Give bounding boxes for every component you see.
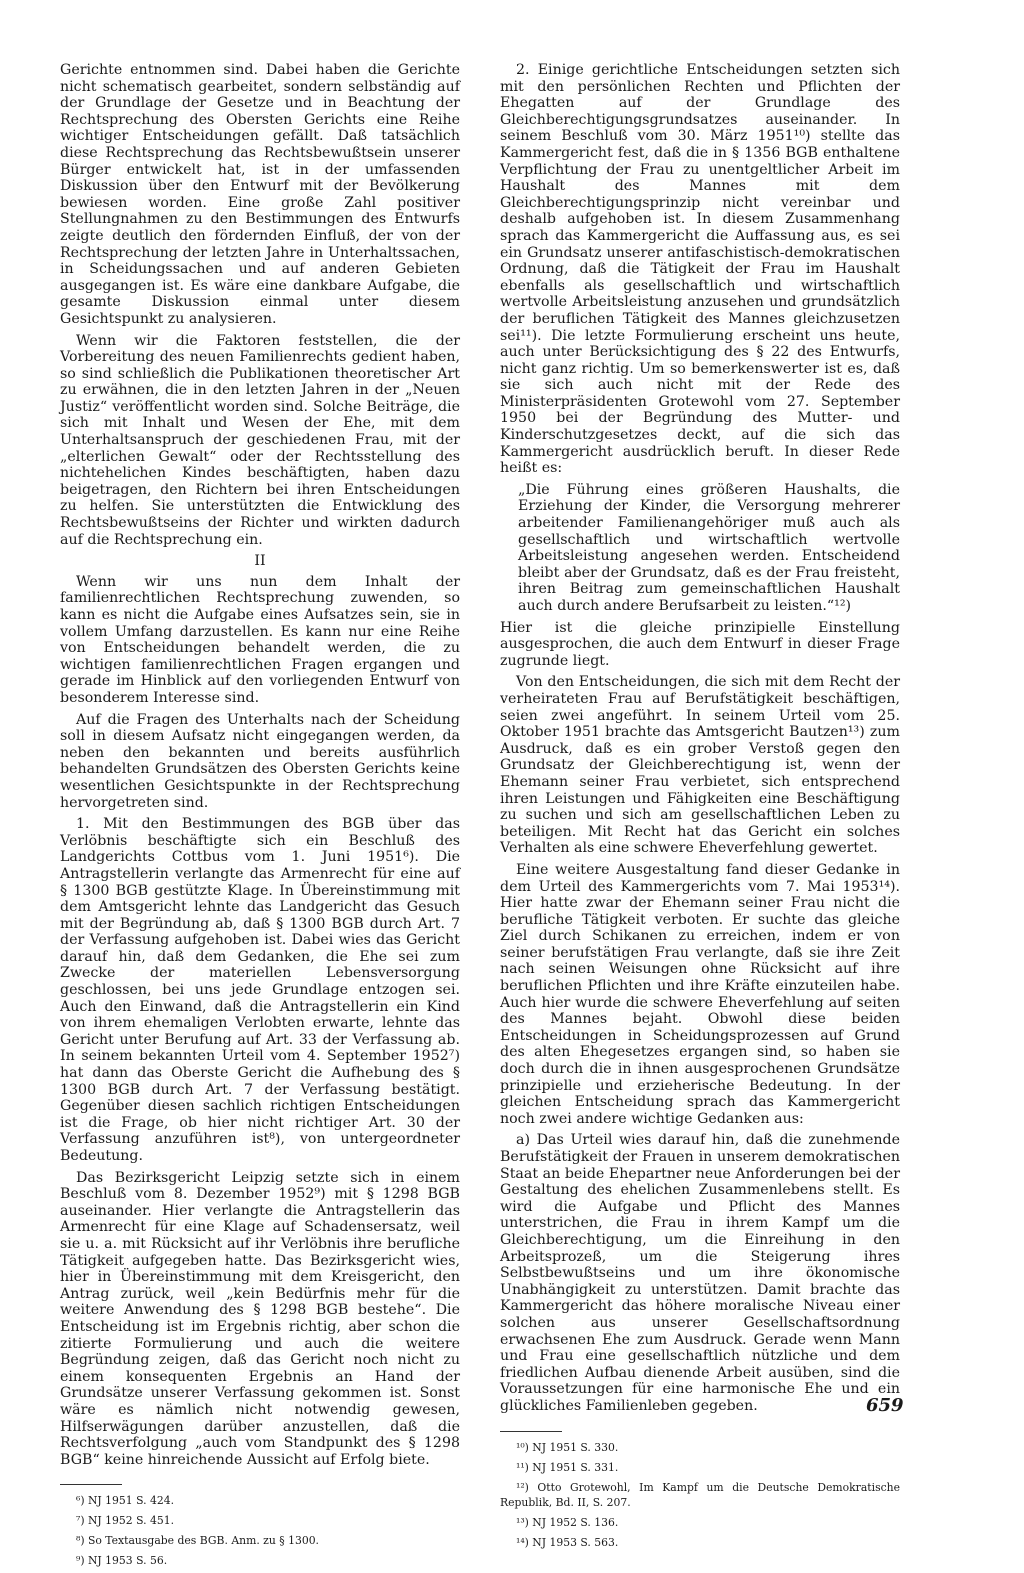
paragraph: Von den Entscheidungen, die sich mit dem Recht der verheirateten Frau auf Berufstätigkeit beschäftigen, seien zwei angeführt. In seinem Urteil vom 25. Oktober 1951 brachte das Amtsgericht Bautzen¹³) zum Ausdruck, daß es ein grober Verstoß gegen den Grundsatz der Gleichberechtigung ist, wenn der Ehemann seiner Frau verbietet, sich entsprechend ihren Leistungen und Fähigkeiten eine Beschäftigung zu suchen und sich am gesellschaftlichen Leben zu beteiligen. Mit Recht hat das Gericht ein solches Verhalten als eine schwere Eheverfehlung gewertet. [500, 674, 900, 857]
footnote: ⁷) NJ 1952 S. 451. [76, 1514, 175, 1528]
page-number: 659 [866, 1395, 904, 1416]
footnote: ⁶) NJ 1951 S. 424. [76, 1494, 175, 1508]
footnote: ¹²) Otto Grotewohl, Im Kampf um die Deutsche Demokratische Republik, Bd. II, S. 207. [500, 1480, 900, 1509]
paragraph: Wenn wir die Faktoren feststellen, die der Vorbereitung des neuen Familienrechts gedient haben, so sind schließlich die Publikationen theoretischer Art zu erwähnen, die in den letzten Jahren in der „Neuen Justiz“ veröffentlicht worden sind. Solche Beiträge, die sich mit Inhalt und Wesen der Ehe, mit dem Unterhaltsanspruch der geschiedenen Frau, mit der „elterlichen Gewalt“ oder der Rechtsstellung des nichtehelichen Kindes beschäftigten, haben dazu beigetragen, den Richtern bei ihren Entscheidungen zu helfen. Sie unterstützten die Entwicklung des Rechtsbewußtseins der Richter und wirkten dadurch auf die Rechtsprechung ein. [60, 332, 460, 548]
footnote: ¹¹) NJ 1951 S. 331. [516, 1460, 619, 1474]
paragraph: Gerichte entnommen sind. Dabei haben die Gerichte nicht schematisch gearbeitet, sondern selbständig auf der Grundlage der Gesetze und in Beachtung der Rechtsprechung des Obersten Gerichts eine Reihe wichtiger Entscheidungen gefällt. Daß tatsächlich diese Rechtsprechung das Rechtsbewußtsein unserer Bürger entwickelt hat, ist in der umfassenden Diskussion über den Entwurf mit der Bevölkerung bewiesen worden. Eine große Zahl positiver Stellungnahmen zu den Bestimmungen des Entwurfs zeigte deutlich den fördernden Einfluß, der von der Rechtsprechung der letzten Jahre in Unterhaltssachen, in Scheidungssachen und auf anderen Gebieten ausgegangen ist. Es wäre eine dankbare Aufgabe, die gesamte Diskussion einmal unter diesem Gesichtspunkt zu analysieren. [60, 62, 460, 327]
paragraph: Eine weitere Ausgestaltung fand dieser Gedanke in dem Urteil des Kammergerichts vom 7. Mai 1953¹⁴). Hier hatte zwar der Ehemann seiner Frau nicht die berufliche Tätigkeit verboten. Er suchte das gleiche Ziel durch Schikanen zu erreichen, indem er von seiner berufstätigen Frau verlangte, daß sie ihre Zeit nach seinen Weisungen ohne Rücksicht auf ihre beruflichen Pflichten und ihre Kräfte einzuteilen habe. Auch hier wurde die schwere Eheverfehlung auf seiten des Mannes bejaht. Obwohl diese beiden Entscheidungen in Scheidungsprozessen auf Grund des alten Ehegesetzes ergangen sind, so haben sie doch durch die in ihnen ausgesprochenen Grundsätze prinzipielle und erzieherische Bedeutung. In der gleichen Entscheidung sprach das Kammergericht noch zwei andere wichtige Gedanken aus: [500, 861, 900, 1127]
footnote: ¹³) NJ 1952 S. 136. [516, 1515, 619, 1529]
footnote: ¹⁴) NJ 1953 S. 563. [516, 1535, 619, 1549]
paragraph: Auf die Fragen des Unterhalts nach der Scheidung soll in diesem Aufsatz nicht eingegangen werden, da neben den bekannten und bereits ausführlich behandelten Grundsätzen des Obersten Gerichts keine wesentlichen Gesichtspunkte in der Rechtsprechung hervorgetreten sind. [60, 711, 460, 811]
block-quote: „Die Führung eines größeren Haushalts, die Erziehung der Kinder, die Versorgung mehrerer arbeitender Familienangehöriger muß auch als gesellschaftlich und wirtschaftlich wertvolle Arbeitsleistung angesehen werden. Entscheidend bleibt aber der Grundsatz, daß es der Frau freisteht, ihren Beitrag zum gemeinschaftlichen Haushalt auch durch andere Berufsarbeit zu leisten.“¹²) [518, 481, 900, 614]
right-column [500, 62, 900, 1555]
footnote: ¹⁰) NJ 1951 S. 330. [516, 1440, 619, 1454]
left-column [60, 62, 460, 1573]
footnote: ⁸) So Textausgabe des BGB. Anm. zu § 1300. [76, 1534, 319, 1548]
section-heading: II [254, 553, 266, 570]
paragraph: 1. Mit den Bestimmungen des BGB über das Verlöbnis beschäftigte sich ein Beschluß des Landgerichts Cottbus vom 1. Juni 1951⁶). Die Antragstellerin verlangte das Armenrecht für eine auf § 1300 BGB gestützte Klage. In Übereinstimmung mit dem Amtsgericht lehnte das Landgericht das Gesuch mit der Begründung ab, daß § 1300 BGB durch Art. 7 der Verfassung aufgehoben ist. Dabei wies das Gericht darauf hin, daß dem Gedanken, die Ehe sei zum Zwecke der materiellen Lebensversorgung geschlossen, bei uns jede Grundlage entzogen sei. Auch den Einwand, daß die Antragstellerin ein Kind von ihrem ehemaligen Verlobten erwarte, lehnte das Gericht unter Berufung auf Art. 33 der Verfassung ab. In seinem bekannten Urteil vom 4. September 1952⁷) hat dann das Oberste Gericht die Aufhebung des § 1300 BGB durch Art. 7 der Verfassung bestätigt. Gegenüber diesen sachlich richtigen Entscheidungen ist die Frage, ob hier nicht richtiger Art. 30 der Verfassung anzuführen ist⁸), von untergeordneter Bedeutung. [60, 816, 460, 1164]
paragraph: Hier ist die gleiche prinzipielle Einstellung ausgesprochen, die auch dem Entwurf in dieser Frage zugrunde liegt. [500, 619, 900, 669]
paragraph: Wenn wir uns nun dem Inhalt der familienrechtlichen Rechtsprechung zuwenden, so kann es nicht die Aufgabe eines Aufsatzes sein, sie in vollem Umfang darzustellen. Es kann nur eine Reihe von Entscheidungen behandelt werden, die zu wichtigen familienrechtlichen Fragen ergangen und gerade im Hinblick auf den vorliegenden Entwurf von besonderem Interesse sind. [60, 573, 460, 706]
footnote: ⁹) NJ 1953 S. 56. [76, 1554, 168, 1568]
paragraph: 2. Einige gerichtliche Entscheidungen setzten sich mit den persönlichen Rechten und Pflichten der Ehegatten auf der Grundlage des Gleichberechtigungsgrundsatzes auseinander. In seinem Beschluß vom 30. März 1951¹⁰) stellte das Kammergericht fest, daß die in § 1356 BGB enthaltene Verpflichtung der Frau zu unentgeltlicher Arbeit im Haushalt des Mannes mit dem Gleichberechtigungsprinzip nicht vereinbar und deshalb aufgehoben ist. In diesem Zusammenhang sprach das Kammergericht die Auffassung aus, es sei ein Grundsatz unserer antifaschistisch-demokratischen Ordnung, daß die Tätigkeit der Frau im Haushalt ebenfalls als gesellschaftlich und wirtschaftlich wertvolle Arbeitsleistung anzusehen und grundsätzlich der beruflichen Tätigkeit des Mannes gleichzusetzen sei¹¹). Die letzte Formulierung erscheint uns heute, auch unter Berücksichtigung des § 22 des Entwurfs, nicht ganz richtig. Um so bemerkenswerter ist es, daß sie sich auch nicht mit der Rede des Ministerpräsidenten Grotewohl vom 27. September 1950 bei der Begründung des Mutter- und Kinderschutzgesetzes deckt, auf die sich das Kammergericht ausdrücklich beruft. In dieser Rede heißt es: [500, 62, 900, 477]
footnote-divider [500, 1431, 562, 1432]
footnote-divider [60, 1484, 122, 1485]
paragraph: a) Das Urteil wies darauf hin, daß die zunehmende Berufstätigkeit der Frauen in unserem demokratischen Staat an beide Ehepartner neue Anforderungen bei der Gestaltung des ehelichen Zusammenlebens stellt. Es wird die Aufgabe und Pflicht des Mannes unterstrichen, die Frau in ihrem Kampf um die Gleichberechtigung, um die Einreihung in den Arbeitsprozeß, um die Steigerung ihres Selbstbewußtseins und um ihre ökonomische Unabhängigkeit zu unterstützen. Damit brachte das Kammergericht das höhere moralische Niveau einer solchen aus unserer Gesellschaftsordnung erwachsenen Ehe zum Ausdruck. Gerade wenn Mann und Frau eine gesellschaftlich nützliche und dem friedlichen Aufbau dienende Arbeit ausüben, sind die Voraussetzungen für eine harmonische Ehe und ein glückliches Familienleben gegeben. [500, 1132, 900, 1414]
paragraph: Das Bezirksgericht Leipzig setzte sich in einem Beschluß vom 8. Dezember 1952⁹) mit § 1298 BGB auseinander. Hier verlangte die Antragstellerin das Armenrecht für eine Klage auf Schadensersatz, weil sie u. a. mit Rücksicht auf ihr Verlöbnis ihre berufliche Tätigkeit aufgegeben hatte. Das Bezirksgericht wies, hier in Übereinstimmung mit dem Kreisgericht, den Antrag zurück, weil „kein Bedürfnis mehr für die weitere Anwendung des § 1298 BGB bestehe“. Die Entscheidung ist im Ergebnis richtig, aber schon die zitierte Formulierung und auch die weitere Begründung zeigen, daß das Gericht noch nicht zu einem konsequenten Ergebnis an Hand der Grundsätze unserer Verfassung gekommen ist. Sonst wäre es nämlich nicht notwendig gewesen, Hilfserwägungen darüber anzustellen, daß die Rechtsverfolgung „auch vom Standpunkt des § 1298 BGB“ keine hinreichende Aussicht auf Erfolg biete. [60, 1169, 460, 1468]
